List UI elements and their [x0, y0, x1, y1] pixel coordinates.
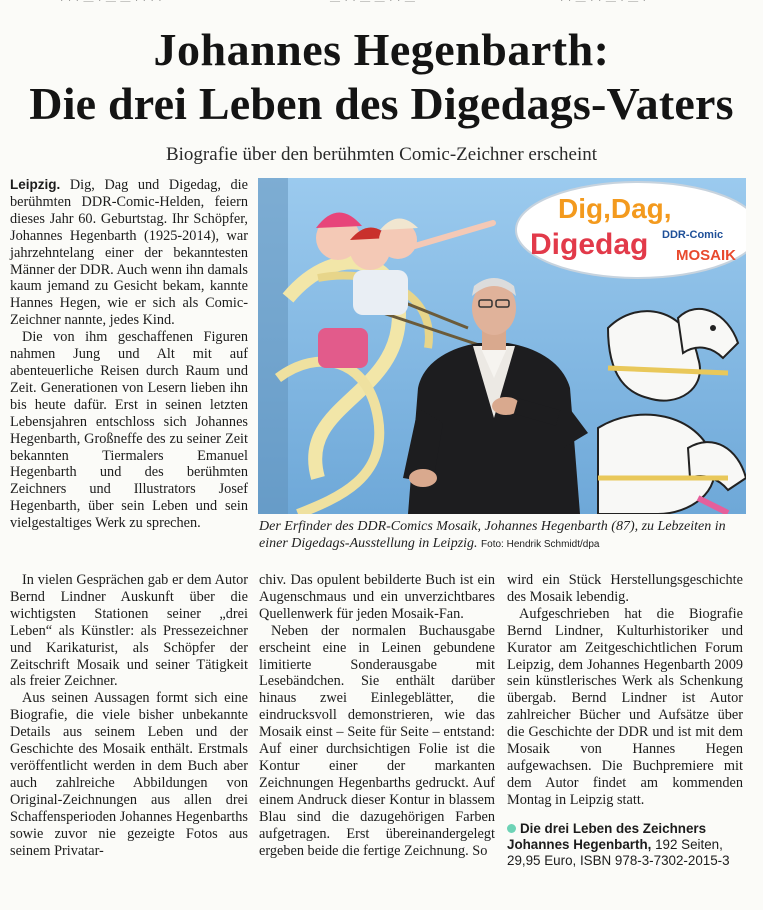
- bullet-dot-icon: [507, 824, 516, 833]
- subtitle: Biografie über den berühmten Comic-Zeichner erscheint: [165, 144, 598, 165]
- sign-ddr-comic: DDR-Comic: [662, 229, 724, 241]
- sign-title-line-1: Dig,Dag,: [558, 193, 672, 224]
- book-title: Die drei Leben des Zeichners Johannes Hegenbarth,: [507, 820, 707, 852]
- article-column-2: [259, 572, 495, 859]
- book-info-box: [507, 821, 743, 870]
- article-column-1-continued: [10, 572, 248, 859]
- paragraph: Die von ihm geschaffenen Figuren nahmen Jung und Alt mit auf abenteuerliche Reisen durch Raum und Zeit. Generationen von Lesern lieben ihn bis heute dafür. Erst in seinen letzten Lebensjahren entschloss sich Johannes Hegenbarth, Großneffe des zu seiner Zeit bekannten Tiermalers Emanuel Hegenbarth und des berühmten Zeichners und Illustrators Josef Hegenbarth, über sein Leben und sein vielgestaltiges Werk zu sprechen.: [10, 329, 248, 532]
- caption-text: Der Erfinder des DDR-Comics Mosaik, Johannes Hegenbarth (87), zu Lebzeiten in einer Digedags-Ausstellung in Leipzig.: [259, 519, 726, 551]
- paragraph: chiv. Das opulent bebilderte Buch ist ein Augenschmaus und ein unverzichtbares Quellenwerk für jeden Mosaik-Fan.: [259, 572, 495, 622]
- paragraph: wird ein Stück Herstellungsgeschichte des Mosaik lebendig.: [507, 572, 743, 605]
- paragraph: Neben der normalen Buchausgabe erscheint eine in Leinen gebundene limitierte Sonderausgabe mit Lesebändchen. Sie enthält darüber hinaus zwei Einlegeblätter, die eindrucksvoll demonstrieren, wie das Mosaik einst – Seite für Seite – entstand: Auf einer durchsichtigen Folie ist die Kontur einer der markanten Zeichnungen Hegenbarths gedruckt. Auf einem Andruck dieser Kontur in blassem Blau sind die dazugehörigen Farben aufgetragen. Erst übereinandergelegt ergeben beide die fertige Zeichnung. So: [259, 622, 495, 859]
- paragraph-text: Dig, Dag und Digedag, die berühmten DDR-Comic-Helden, feiern dieses Jahr 60. Geburtstag. Ihr Schöpfer, Johannes Hegenbarth (1925-2014), war jahrzehntelang einer der bekanntesten Männer der DDR. Auch wenn ihn damals kaum jemand zu Gesicht bekam, kannte Hannes Hegen, wie er sich als Comic-Zeichner nannte, jedes Kind.: [10, 177, 249, 329]
- paragraph: In vielen Gesprächen gab er dem Autor Bernd Lindner Auskunft über die wichtigsten Stationen seiner „drei Leben“ als Künstler: als Pressezeichner und Karikaturist, als Schöpfer der Zeitschrift Mosaik und seiner Tätigkeit als freier Zeichner.: [10, 572, 248, 690]
- headline-line-2: Die drei Leben des Digedags-Vaters: [29, 78, 734, 129]
- photo-credit: Foto: Hendrik Schmidt/dpa: [481, 539, 600, 550]
- book-details: 192 Seiten, 29,95 Euro, ISBN 978-3-7302-2015-3: [507, 836, 730, 869]
- dateline: Leipzig.: [10, 177, 61, 192]
- photo-caption: [259, 518, 747, 553]
- previous-page-bleed: · · · — · — — · · · · — · · — — · · — · · — · · — · — ·: [60, 0, 647, 7]
- article-column-1: [10, 177, 248, 532]
- article-column-3: [507, 572, 743, 869]
- exhibition-photo: [258, 178, 746, 514]
- paragraph: Aufgeschrieben hat die Biografie Bernd Lindner, Kulturhistoriker und Kurator am Zeitgeschichtlichen Forum Leipzig, dem Johannes Hegenbarth 2009 sein künstlerisches Werk als Schenkung übergab. Bernd Lindner ist Autor zahlreicher Bücher und Aufsätze über die Geschichte der DDR und ist mit dem Mosaik von Hannes Hegen aufgewachsen. Die Buchpremiere mit dem Autor findet am kommenden Montag in Leipzig statt.: [507, 605, 743, 808]
- headline-line-1: Johannes Hegenbarth:: [153, 24, 610, 75]
- paragraph: [10, 177, 248, 329]
- paragraph: Aus seinen Aussagen formt sich eine Biografie, die viele bisher unbekannte Details aus seinem Leben und der Geschichte des Mosaik enthält. Erstmals veröffentlicht werden in dem Buch aber auch zahlreiche Abbildungen von Original-Zeichnungen aus allen drei Schaffensperioden Johannes Hegenbarths sowie zuvor nie gezeigte Fotos aus seinem Privatar-: [10, 690, 248, 859]
- photo-illustration: [258, 178, 746, 514]
- sign-title-line-2: Digedag: [530, 228, 649, 261]
- sign-mosaik: MOSAIK: [676, 247, 736, 264]
